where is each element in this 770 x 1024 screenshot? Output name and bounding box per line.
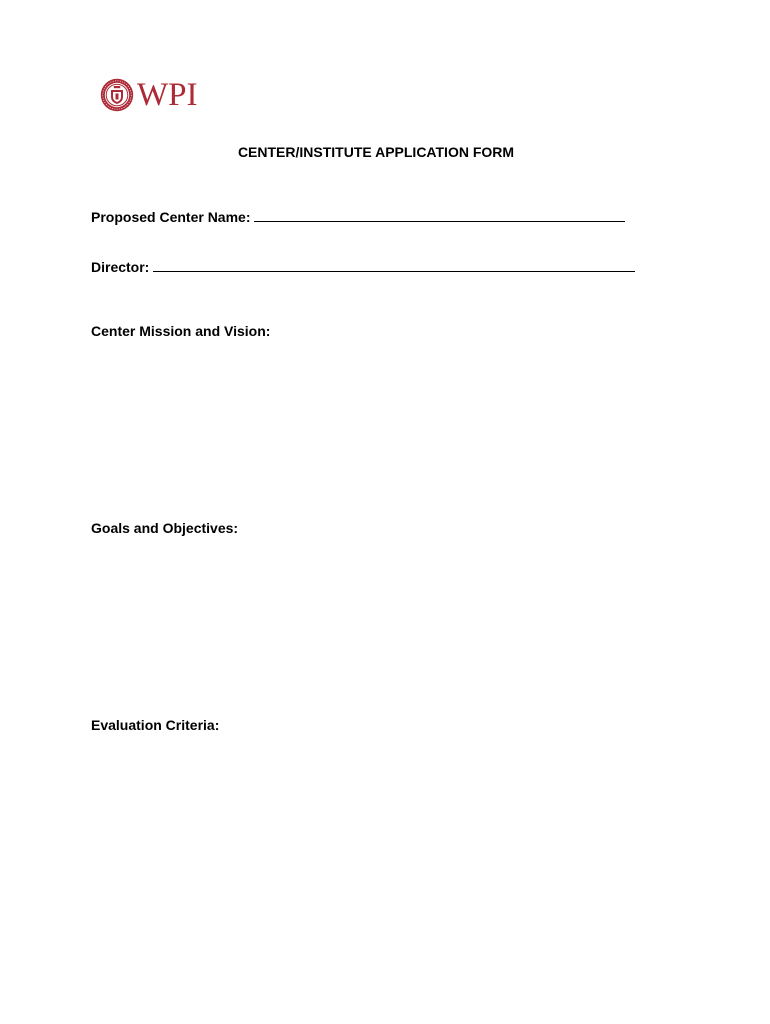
- evaluation-criteria-heading: Evaluation Criteria:: [91, 717, 220, 733]
- wpi-wordmark: WPI: [137, 77, 198, 113]
- proposed-center-name-field: [91, 208, 625, 226]
- goals-objectives-heading: Goals and Objectives:: [91, 520, 239, 536]
- wpi-logo: [100, 77, 198, 113]
- proposed-center-name-label: Proposed Center Name:: [91, 209, 251, 225]
- university-seal-icon: [100, 78, 134, 112]
- mission-vision-heading: Center Mission and Vision:: [91, 323, 271, 339]
- proposed-center-name-blank[interactable]: [254, 208, 625, 222]
- form-title: CENTER/INSTITUTE APPLICATION FORM: [237, 144, 515, 160]
- director-blank[interactable]: [153, 258, 635, 272]
- director-label: Director:: [91, 259, 150, 275]
- director-field: [91, 258, 635, 276]
